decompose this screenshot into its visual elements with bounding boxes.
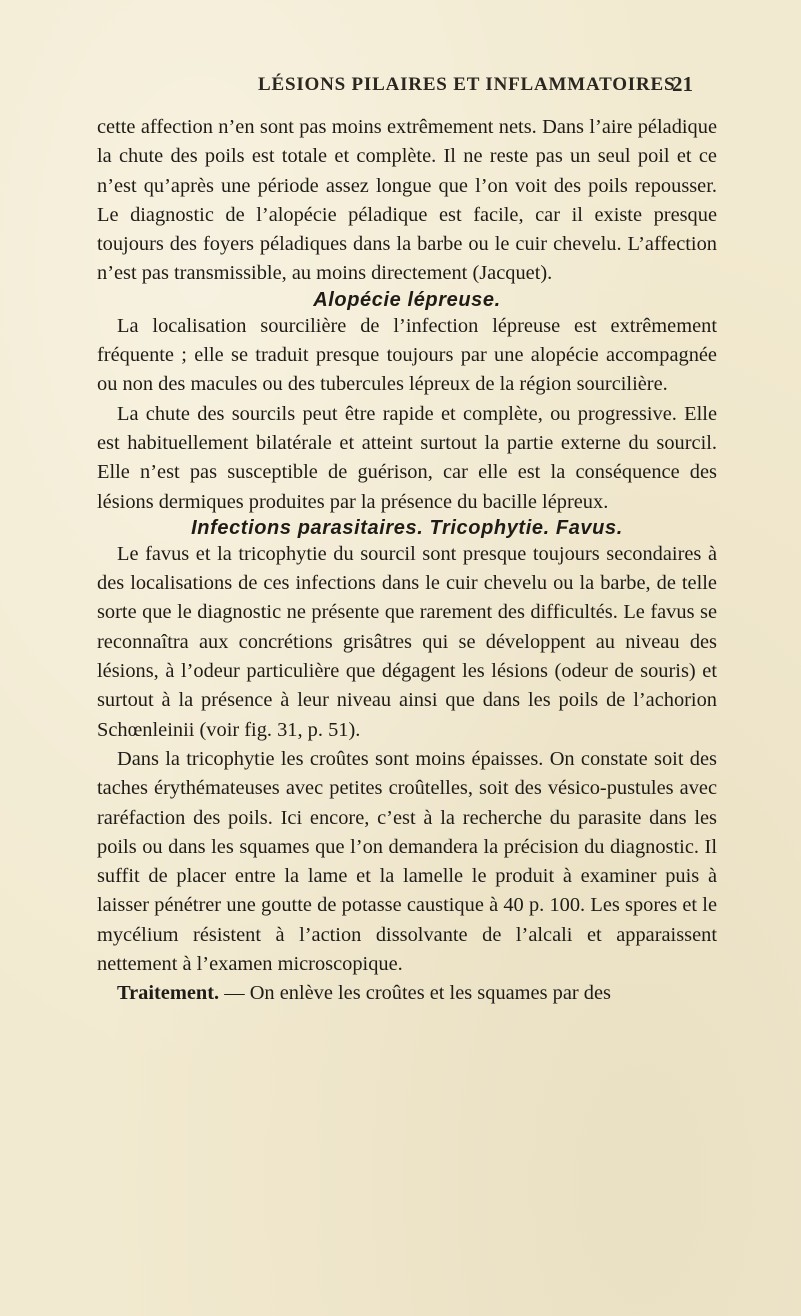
traitement-text: — On enlève les croûtes et les squames par des bbox=[219, 982, 611, 1005]
page-number: 21 bbox=[672, 72, 693, 96]
paragraph: Dans la tricophytie les croûtes sont moins épaisses. On constate soit des taches érythémateuses avec petites croûtelles, soit des vésico-pustules avec raréfaction des poils. Ici encore, c’est à la recherche du parasite dans les poils ou dans les squames que l’on demandera la précision du diagnostic. Il suffit de placer entre la lame et la lamelle le produit à examiner puis à laisser pénétrer une goutte de potasse caustique à 40 p. 100. Les spores et le mycélium résistent à l’action dissolvante de l’alcali et apparaissent nettement à l’examen microscopique. bbox=[97, 747, 717, 976]
section-heading-infections-parasitaires: Infections parasitaires. Tricophytie. Favus. bbox=[191, 516, 623, 539]
paragraph: La chute des sourcils peut être rapide et complète, ou progressive. Elle est habituellement bilatérale et atteint surtout la partie externe du sourcil. Elle n’est pas susceptible de guérison, car elle est la conséquence des lésions dermiques produites par la présence du bacille lépreux. bbox=[97, 402, 717, 513]
body-text bbox=[97, 113, 717, 1009]
running-header bbox=[0, 74, 801, 102]
paragraph: cette affection n’en sont pas moins extrêmement nets. Dans l’aire péladique la chute des poils est totale et complète. Il ne reste pas un seul poil et ce n’est qu’après une période assez longue que l’on voit des poils repousser. Le diagnostic de l’alopécie péladique est facile, car il existe presque toujours des foyers péladiques dans la barbe ou le cuir chevelu. L’affection n’est pas transmissible, au moins directement (Jacquet). bbox=[97, 116, 717, 285]
paragraph-traitement bbox=[97, 979, 717, 1008]
section-heading-alopecie-lepreuse: Alopécie lépreuse. bbox=[313, 288, 501, 311]
paragraph: La localisation sourcilière de l’infection lépreuse est extrêmement fréquente ; elle se traduit presque toujours par une alopécie accompagnée ou non des macules ou des tubercules lépreux de la région sourcilière. bbox=[97, 314, 717, 396]
traitement-lead: Traitement. bbox=[117, 982, 220, 1005]
header-title: LÉSIONS PILAIRES ET INFLAMMATOIRES bbox=[258, 74, 676, 95]
paragraph: Le favus et la tricophytie du sourcil sont presque toujours secondaires à des localisations de ces infections dans le cuir chevelu ou la barbe, de telle sorte que le diagnostic ne présente que rarement des difficultés. Le favus se reconnaîtra aux concrétions grisâtres qui se développent au niveau des lésions, à l’odeur particulière que dégagent les lésions (odeur de souris) et surtout à la présence à leur niveau ainsi que dans les poils de l’achorion Schœnleinii (voir fig. 31, p. 51). bbox=[97, 542, 717, 741]
